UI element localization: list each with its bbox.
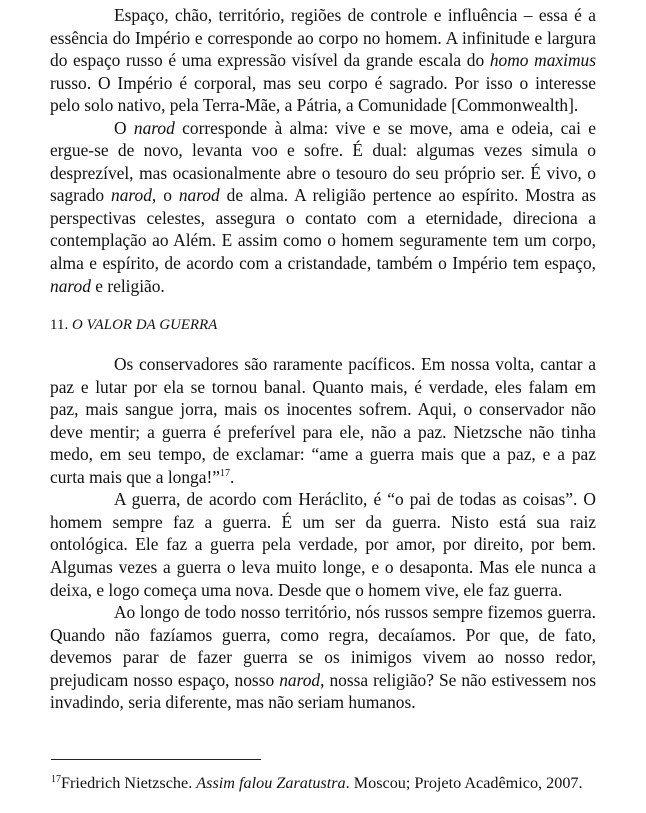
paragraph-narod-soul: O narod corresponde à alma: vive e se move, ama e odeia, cai e ergue-se de novo, levanta voo e sofre. É dual: algumas vezes simula o desprezível, mas ocasionalmente abre o tesouro do seu próprio ser. É vivo, o sagrado narod, o narod de alma. A religião pertence ao espírito. Mostra as perspectivas celestes, assegura o contato com a eternidade, direciona a contemplação ao Além. E assim como o homem seguramente tem um corpo, alma e espírito, de acordo com a cristandade, também o Império tem espaço, narod e religião. bbox=[50, 117, 596, 296]
section-title: O VALOR DA GUERRA bbox=[72, 317, 218, 334]
emphasis-homo-maximus: homo maximus bbox=[489, 50, 596, 71]
paragraph-conservatives: Os conservadores são raramente pacíficos. Em nossa volta, cantar a paz e lutar por ela se tornou banal. Quanto mais, é verdade, eles falam em paz, mais sangue jorra, mais os inocentes sofrem. Aqui, o conservador não deve mentir; a guerra é preferível para ele, não a paz. Nietzsche não tinha medo, em seu tempo, de exclamar: “ame a guerra mais que a paz, e a paz curta mais que a longa!”$^{17}$. bbox=[50, 354, 596, 487]
footnote-publisher: . Moscou; Projeto Acadêmico, 2007. bbox=[345, 774, 583, 792]
emphasis-narod: narod bbox=[133, 117, 175, 138]
emphasis-narod: narod bbox=[111, 185, 152, 206]
footnote bbox=[51, 772, 597, 794]
paragraph-territory: Espaço, chão, território, regiões de controle e influência – essa é a essência do Império e corresponde ao corpo no homem. A infinitude e largura do espaço russo é uma expressão visível da grande escala do homo maximus russo. O Império é corporal, mas seu corpo é sagrado. Por isso o interesse pelo solo nativo, pela Terra-Mãe, a Pátria, a Comunidade [Commonwealth]. bbox=[50, 5, 596, 116]
emphasis-narod: narod bbox=[279, 669, 321, 690]
footnote-book-title: Assim falou Zaratustra bbox=[196, 774, 346, 792]
emphasis-narod: narod bbox=[50, 275, 91, 296]
footnote-mark: 17 bbox=[51, 774, 61, 785]
section-heading bbox=[50, 315, 596, 335]
paragraph-heraclitus: A guerra, de acordo com Heráclito, é “o pai de todas as coisas”. O homem sempre faz a guerra. É um ser da guerra. Nisto está sua raiz ontológica. Ele faz a guerra pela verdade, por amor, por direito, por bem. Algumas vezes a guerra o leva muito longe, e o desaponta. Mas ele nunca a deixa, e logo começa uma nova. Desde que o homem vive, ele faz guerra. bbox=[50, 489, 596, 600]
footnote-divider bbox=[51, 759, 261, 760]
emphasis-narod: narod bbox=[178, 185, 220, 206]
footnote-author: Friedrich Nietzsche. bbox=[61, 774, 197, 792]
footnote-reference[interactable]: 17 bbox=[219, 467, 230, 479]
section-number: 11. bbox=[50, 317, 73, 334]
page-body bbox=[50, 0, 596, 714]
paragraph-russian-territory: Ao longo de todo nosso território, nós russos sempre fizemos guerra. Quando não fazíamos guerra, como regra, decaíamos. Por que, de fato, devemos parar de fazer guerra se os inimigos vivem ao nosso redor, prejudicam nosso espaço, nosso narod, nossa religião? Se não estivessem nos invadindo, seria diferente, mas não seriam humanos. bbox=[50, 602, 596, 713]
